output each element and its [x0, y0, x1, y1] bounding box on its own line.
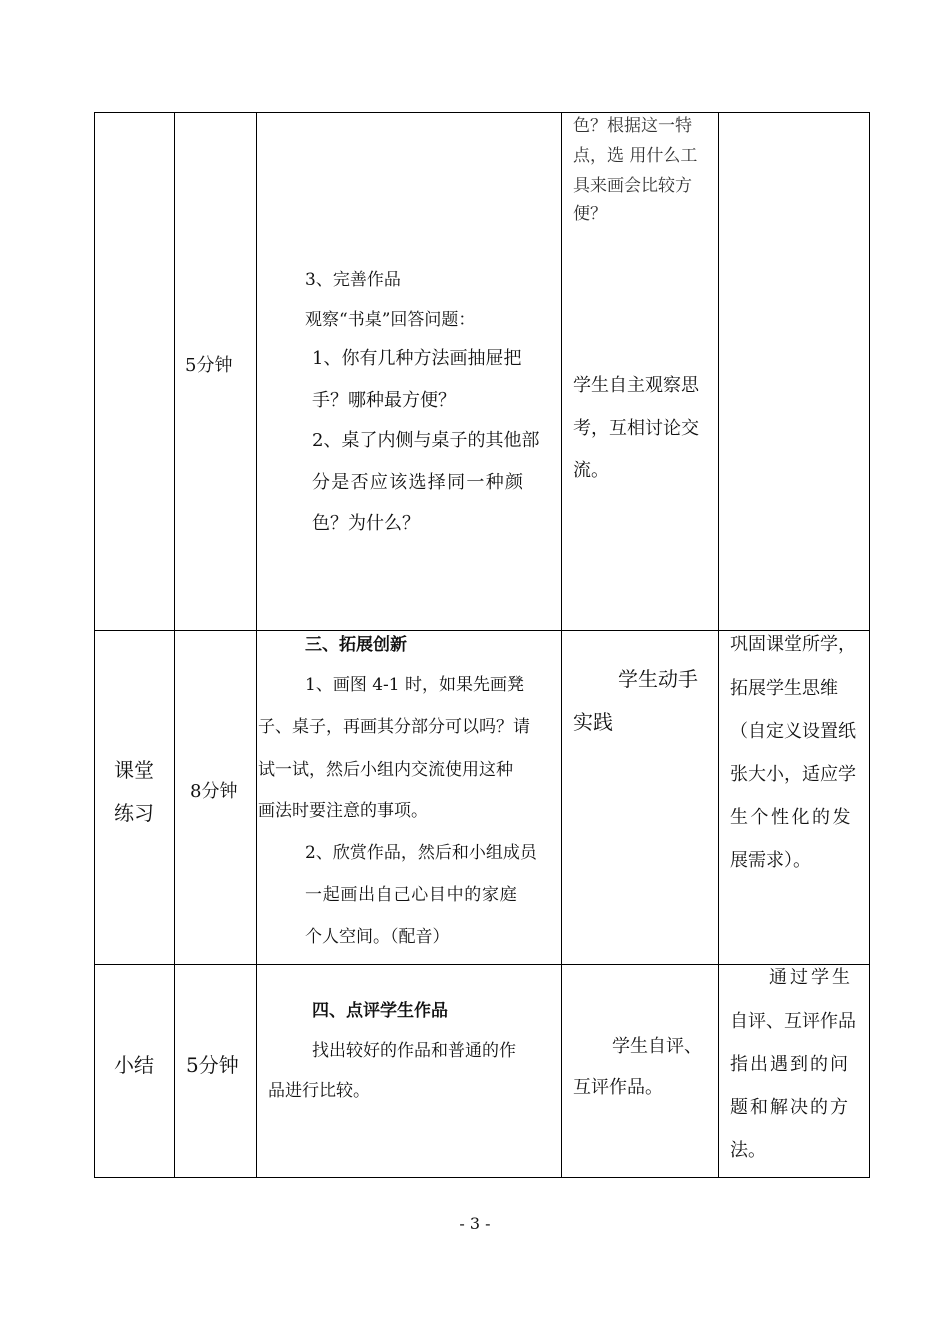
row3-intent-line: 题和解决的方: [730, 1097, 850, 1118]
row1-teacher-line: 1、你有几种方法画抽屉把: [312, 348, 522, 369]
row1-student-line: 流。: [573, 460, 609, 481]
row-divider-1: [94, 630, 870, 631]
row1-teacher-line: 分是否应该选择同一种颜: [312, 472, 525, 493]
col-border-4: [718, 112, 719, 1178]
row2-time: 8分钟: [190, 781, 238, 802]
row3-time: 5分钟: [186, 1053, 239, 1077]
row2-intent-line: 巩固课堂所学，: [730, 634, 856, 655]
row2-teacher-line: 1、画图 4-1 时，如果先画凳: [305, 675, 524, 695]
row2-teacher-line: 试一试，然后小组内交流使用这种: [258, 760, 513, 780]
row3-intent-line: 指出遇到的问: [730, 1054, 850, 1075]
row3-intent-line: 法。: [730, 1140, 766, 1161]
row3-teacher-line: 品进行比较。: [268, 1081, 370, 1101]
row2-student-line: 实践: [573, 710, 613, 734]
table-top-border: [94, 112, 870, 113]
row3-student-line: 互评作品。: [573, 1077, 663, 1098]
row2-teacher-line: 个人空间。（配音）: [305, 927, 450, 947]
row1-teacher-heading: 3、完善作品: [305, 270, 401, 290]
row2-section-label: 练习: [114, 801, 154, 825]
row1-teacher-line: 2、桌了内侧与桌子的其他部: [312, 430, 540, 451]
row1-student-line: 学生自主观察思: [573, 375, 699, 396]
row2-intent-line: 拓展学生思维: [730, 678, 838, 699]
col-border-5: [869, 112, 870, 1178]
row2-section-label: 课堂: [114, 758, 154, 782]
row2-teacher-line: 2、欣赏作品，然后和小组成员: [305, 843, 537, 863]
table-bottom-border: [94, 1177, 870, 1178]
row2-teacher-line: 画法时要注意的事项。: [258, 801, 428, 821]
row3-student-line: 学生自评、: [612, 1036, 702, 1057]
row2-intent-line: 张大小，适应学: [730, 764, 856, 785]
row2-intent-line: 展需求）。: [730, 850, 811, 871]
col-border-3: [561, 112, 562, 1178]
col-border-1: [174, 112, 175, 1178]
row1-time: 5分钟: [185, 355, 233, 376]
row2-intent-line: 生个性化的发: [730, 807, 853, 828]
row1-teacher-line: 手？哪种最方便？: [312, 390, 456, 411]
row1-teacher-line: 观察“书桌”回答问题：: [305, 310, 476, 330]
row1-student-top-line: 便？: [573, 204, 607, 224]
row1-student-top-line: 具来画会比较方: [573, 176, 692, 196]
row3-intent-line: 自评、互评作品: [730, 1011, 856, 1032]
row2-student-line: 学生动手: [618, 667, 698, 691]
row3-teacher-heading: 四、点评学生作品: [312, 1001, 448, 1021]
row3-intent-line: 通过学生: [769, 967, 853, 988]
row3-section-label: 小结: [114, 1053, 154, 1077]
row2-teacher-heading: 三、拓展创新: [305, 635, 407, 655]
row3-teacher-line: 找出较好的作品和普通的作: [312, 1041, 516, 1061]
row1-teacher-line: 色？为什么？: [312, 513, 420, 534]
col-border-2: [256, 112, 257, 1178]
row2-teacher-line: 一起画出自己心目中的家庭: [305, 885, 518, 905]
row1-student-line: 考，互相讨论交: [573, 418, 699, 439]
row2-teacher-line: 子、桌子，再画其分部分可以吗？请: [258, 717, 530, 737]
col-border-0: [94, 112, 95, 1178]
page-number: - 3 -: [459, 1214, 491, 1233]
row-divider-2: [94, 964, 870, 965]
row2-intent-line: （自定义设置纸: [730, 721, 856, 742]
row1-student-top-line: 色？根据这一特: [573, 116, 692, 136]
row1-student-top-line: 点，选 用什么工: [573, 146, 698, 166]
